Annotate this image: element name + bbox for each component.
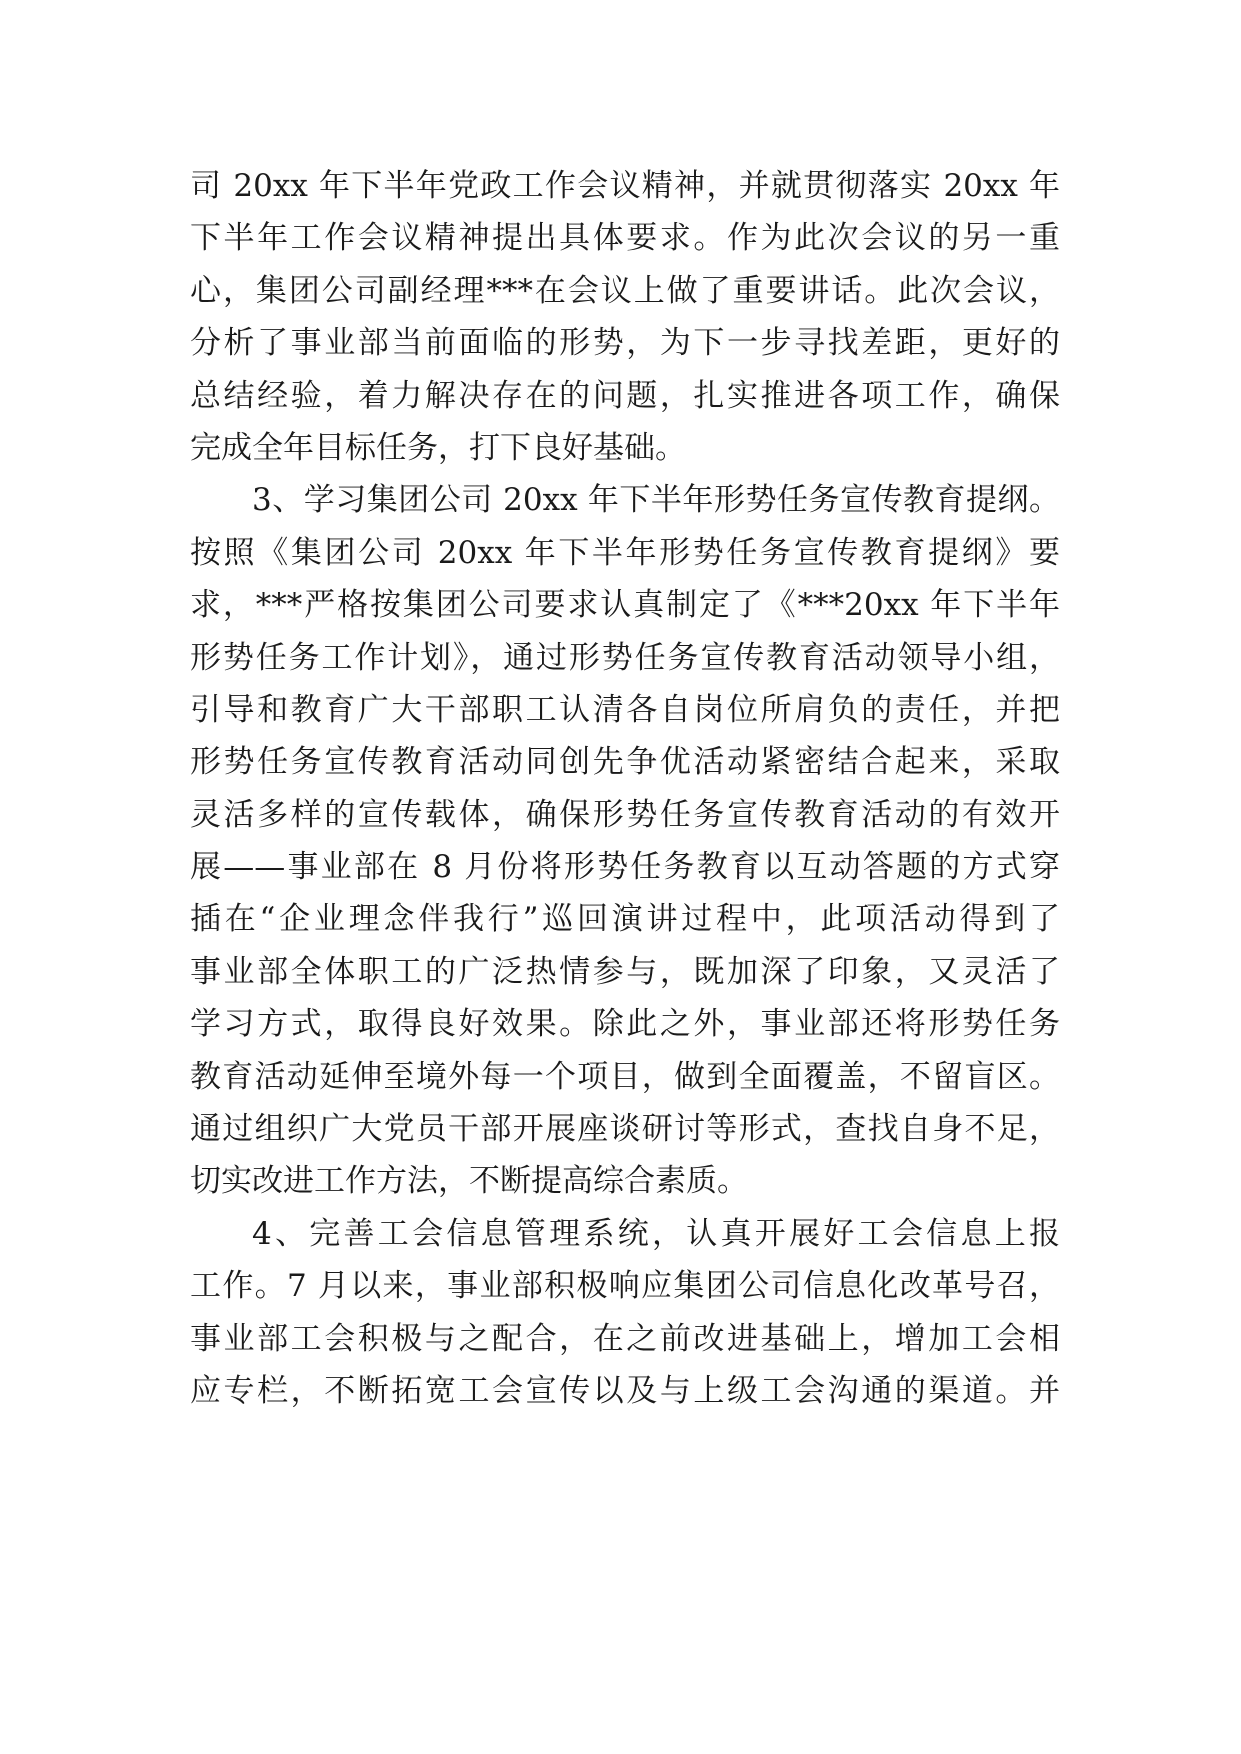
paragraph-2-line-14: 切实改进工作方法，不断提高综合素质。	[190, 1163, 748, 1200]
paragraph-3-line-2: 工作。7 月以来，事业部积极响应集团公司信息化改革号召，	[190, 1268, 1060, 1305]
paragraph-2-line-2: 按照《集团公司 20xx 年下半年形势任务宣传教育提纲》要	[190, 534, 1060, 571]
paragraph-2-line-3: 求，***严格按集团公司要求认真制定了《***20xx 年下半年	[190, 587, 1060, 624]
paragraph-2-line-10: 事业部全体职工的广泛热情参与，既加深了印象，又灵活了	[190, 953, 1060, 990]
paragraph-2-line-9: 插在“企业理念伴我行”巡回演讲过程中，此项活动得到了	[190, 901, 1060, 938]
paragraph-3-line-3: 事业部工会积极与之配合，在之前改进基础上，增加工会相	[190, 1320, 1060, 1357]
paragraph-2-line-4: 形势任务工作计划》，通过形势任务宣传教育活动领导小组，	[190, 639, 1060, 676]
paragraph-1-line-6: 完成全年目标任务，打下良好基础。	[190, 429, 686, 466]
paragraph-2-line-11: 学习方式，取得良好效果。除此之外，事业部还将形势任务	[190, 1006, 1060, 1043]
paragraph-2-line-12: 教育活动延伸至境外每一个项目，做到全面覆盖，不留盲区。	[190, 1058, 1060, 1095]
document-body	[190, 160, 1060, 1417]
paragraph-2-line-1: 3、学习集团公司 20xx 年下半年形势任务宣传教育提纲。	[252, 482, 1060, 519]
paragraph-3-line-4: 应专栏，不断拓宽工会宣传以及与上级工会沟通的渠道。并	[190, 1372, 1060, 1409]
paragraph-1-line-1: 司 20xx 年下半年党政工作会议精神，并就贯彻落实 20xx 年	[190, 168, 1060, 204]
paragraph-2-line-5: 引导和教育广大干部职工认清各自岗位所肩负的责任，并把	[190, 691, 1060, 728]
paragraph-2-line-13: 通过组织广大党员干部开展座谈研讨等形式，查找自身不足，	[190, 1111, 1060, 1148]
paragraph-2-line-7: 灵活多样的宣传载体，确保形势任务宣传教育活动的有效开	[190, 796, 1060, 833]
paragraph-2-line-6: 形势任务宣传教育活动同创先争优活动紧密结合起来，采取	[190, 744, 1060, 781]
paragraph-1-line-4: 分析了事业部当前面临的形势，为下一步寻找差距，更好的	[190, 325, 1060, 362]
paragraph-3-line-1: 4、完善工会信息管理系统，认真开展好工会信息上报	[252, 1215, 1060, 1252]
paragraph-2-line-8: 展——事业部在 8 月份将形势任务教育以互动答题的方式穿	[190, 849, 1060, 886]
paragraph-1-line-2: 下半年工作会议精神提出具体要求。作为此次会议的另一重	[190, 220, 1060, 257]
paragraph-1-line-3: 心，集团公司副经理***在会议上做了重要讲话。此次会议，	[190, 272, 1060, 309]
paragraph-1-line-5: 总结经验，着力解决存在的问题，扎实推进各项工作，确保	[190, 377, 1060, 414]
